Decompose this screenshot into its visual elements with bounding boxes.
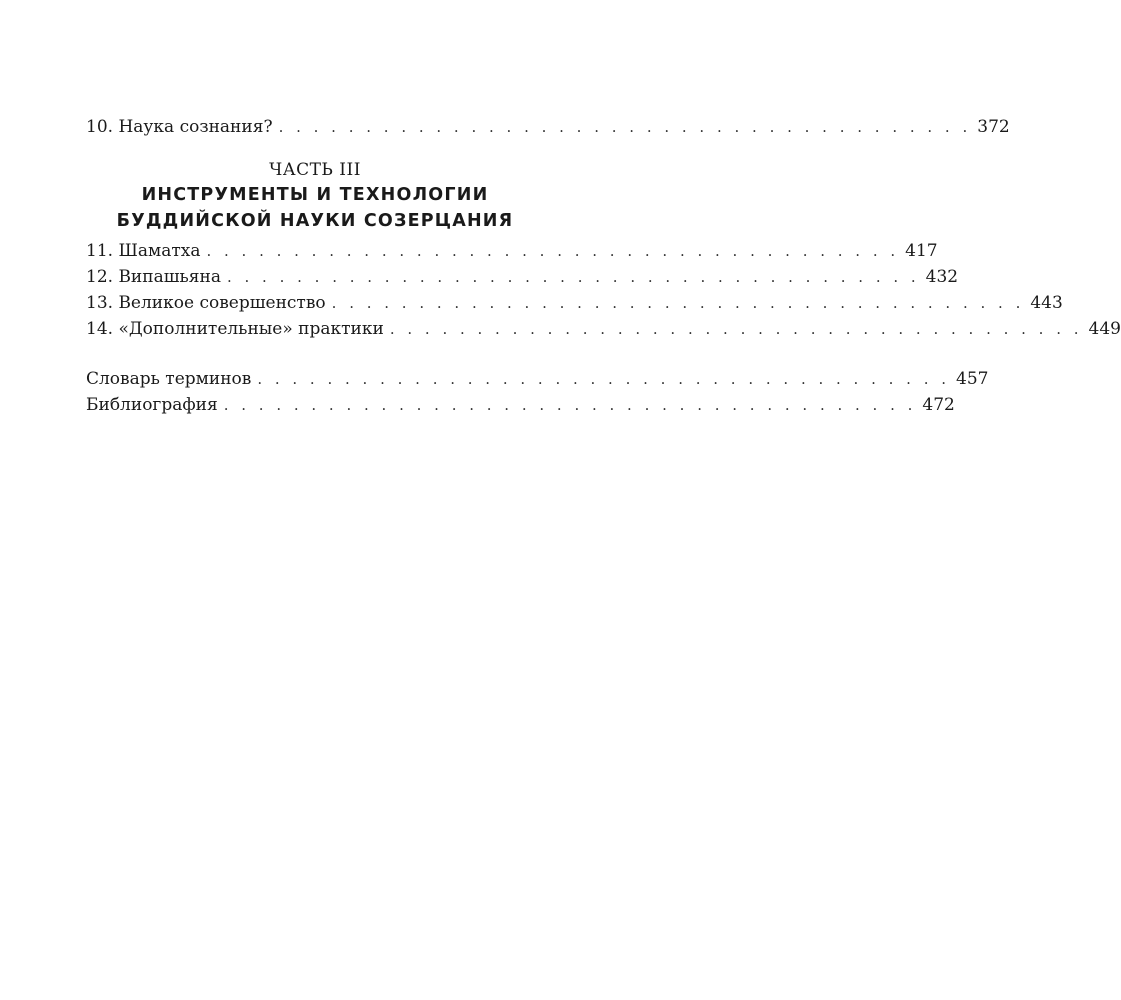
toc-entry-page: 432 <box>925 267 959 287</box>
dot-leader: . . . . . . . . . . . . . . . . . . . . . . . . . . . . . . . . . . . . . . . . <box>257 370 951 388</box>
toc-entry-page: 372 <box>977 117 1010 137</box>
toc-entry-page: 457 <box>956 369 989 389</box>
toc-entry-page: 417 <box>905 241 938 261</box>
dot-leader: . . . . . . . . . . . . . . . . . . . . . . . . . . . . . . . . . . . . . . . . <box>223 396 917 414</box>
dot-leader: . . . . . . . . . . . . . . . . . . . . . . . . . . . . . . . . . . . . . . . . <box>206 242 900 260</box>
toc-entry-title: 12. Випашьяна <box>86 267 221 287</box>
toc-entry-title: 10. Наука сознания? <box>86 117 273 137</box>
toc-entry-title: 11. Шаматха <box>86 241 201 261</box>
toc-entry-bibliography <box>86 392 955 418</box>
toc-entry-title: Библиография <box>86 395 218 415</box>
part-title-line-2: БУДДИЙСКОЙ НАУКИ СОЗЕРЦАНИЯ <box>116 211 514 231</box>
dot-leader: . . . . . . . . . . . . . . . . . . . . . . . . . . . . . . . . . . . . . . . . <box>331 294 1025 312</box>
toc-entry-title: 14. «Дополнительные» практики <box>86 319 384 339</box>
toc-entry-title: Словарь терминов <box>86 369 252 389</box>
toc-page <box>86 0 1121 1000</box>
part-title-line-1: ИНСТРУМЕНТЫ И ТЕХНОЛОГИИ <box>141 185 489 205</box>
toc-entry-page: 472 <box>922 395 955 415</box>
toc-entry-glossary <box>86 366 989 392</box>
dot-leader: . . . . . . . . . . . . . . . . . . . . . . . . . . . . . . . . . . . . . . . . <box>389 320 1083 338</box>
part-label: ЧАСТЬ III <box>269 160 361 180</box>
toc-entry-page: 443 <box>1030 293 1063 313</box>
dot-leader: . . . . . . . . . . . . . . . . . . . . . . . . . . . . . . . . . . . . . . . . <box>226 268 920 286</box>
toc-entry-page: 449 <box>1088 319 1121 339</box>
toc-entry-10 <box>86 114 1010 140</box>
dot-leader: . . . . . . . . . . . . . . . . . . . . . . . . . . . . . . . . . . . . . . . . <box>278 118 972 136</box>
toc-entry-11 <box>86 238 938 264</box>
toc-entry-12 <box>86 264 959 290</box>
toc-entry-14 <box>86 316 1121 342</box>
toc-entry-title: 13. Великое совершенство <box>86 293 326 313</box>
toc-entry-13 <box>86 290 1063 316</box>
